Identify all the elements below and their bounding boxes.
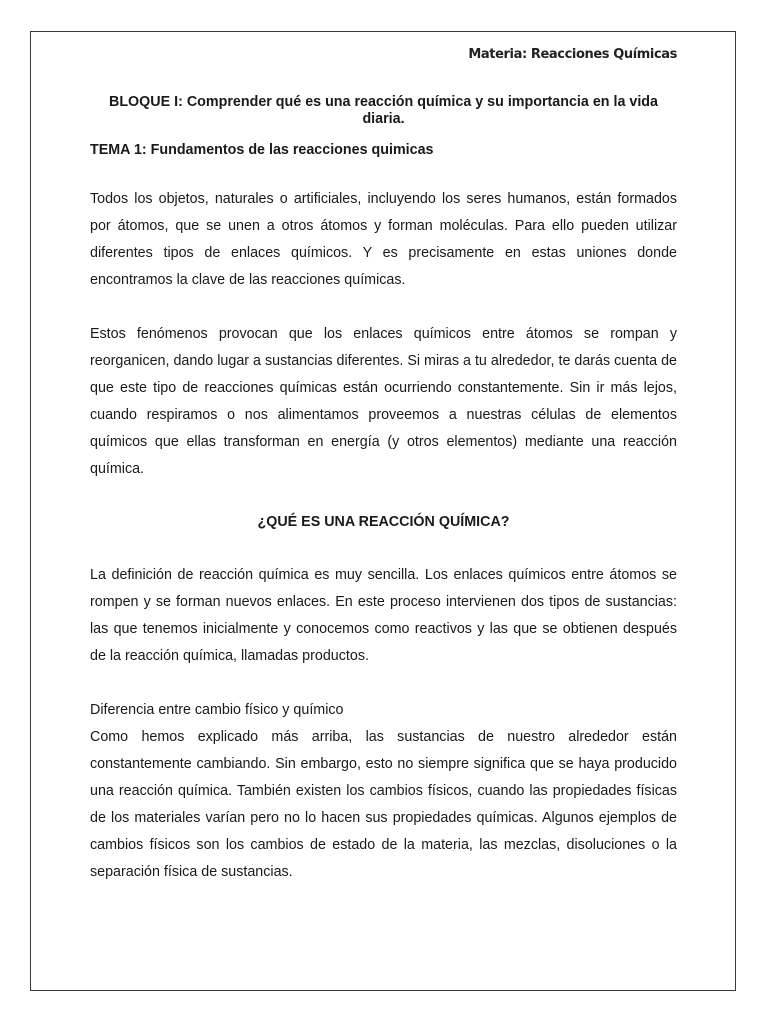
paragraph-phenomena: Estos fenómenos provocan que los enlaces químicos entre átomos se rompan y reorganicen, dando lugar a sustancias diferentes. Si miras a tu alrededor, te darás cuenta de que este tipo de reacciones químicas están ocurriendo constantemente. Sin ir más lejos, cuando respiramos o nos alimentamos proveemos a nuestras células de elementos químicos que ellas transforman en energía (y otros elementos) mediante una reacción química. (90, 326, 677, 477)
document-body (90, 94, 677, 886)
section-title: ¿QUÉ ES UNA REACCIÓN QUÍMICA? (257, 514, 510, 530)
bloque-title: BLOQUE I: Comprender qué es una reacción química y su importancia en la vida diaria. (109, 94, 658, 127)
paragraph-physical-changes: Como hemos explicado más arriba, las sustancias de nuestro alrededor están constantemente cambiando. Sin embargo, esto no siempre significa que se haya producido una reacción química. También existen los cambios físicos, cuando las propiedades físicas de los materiales varían pero no lo hacen sus propiedades químicas. Algunos ejemplos de cambios físicos son los cambios de estado de la materia, las mezclas, disoluciones o la separación física de sustancias. (90, 729, 677, 880)
tema-title: TEMA 1: Fundamentos de las reacciones quimicas (90, 142, 434, 158)
subject-header: Materia: Reacciones Químicas (468, 47, 677, 62)
subheading-physical-vs-chemical: Diferencia entre cambio físico y químico (90, 702, 344, 718)
paragraph-definition: La definición de reacción química es muy sencilla. Los enlaces químicos entre átomos se rompen y se forman nuevos enlaces. En este proceso intervienen dos tipos de sustancias: las que tenemos inicialmente y conocemos como reactivos y las que se obtienen después de la reacción química, llamadas productos. (90, 567, 677, 664)
document-page (30, 31, 736, 991)
paragraph-atoms: Todos los objetos, naturales o artificiales, incluyendo los seres humanos, están formados por átomos, que se unen a otros átomos y forman moléculas. Para ello pueden utilizar diferentes tipos de enlaces químicos. Y es precisamente en estas uniones donde encontramos la clave de las reacciones químicas. (90, 191, 677, 288)
